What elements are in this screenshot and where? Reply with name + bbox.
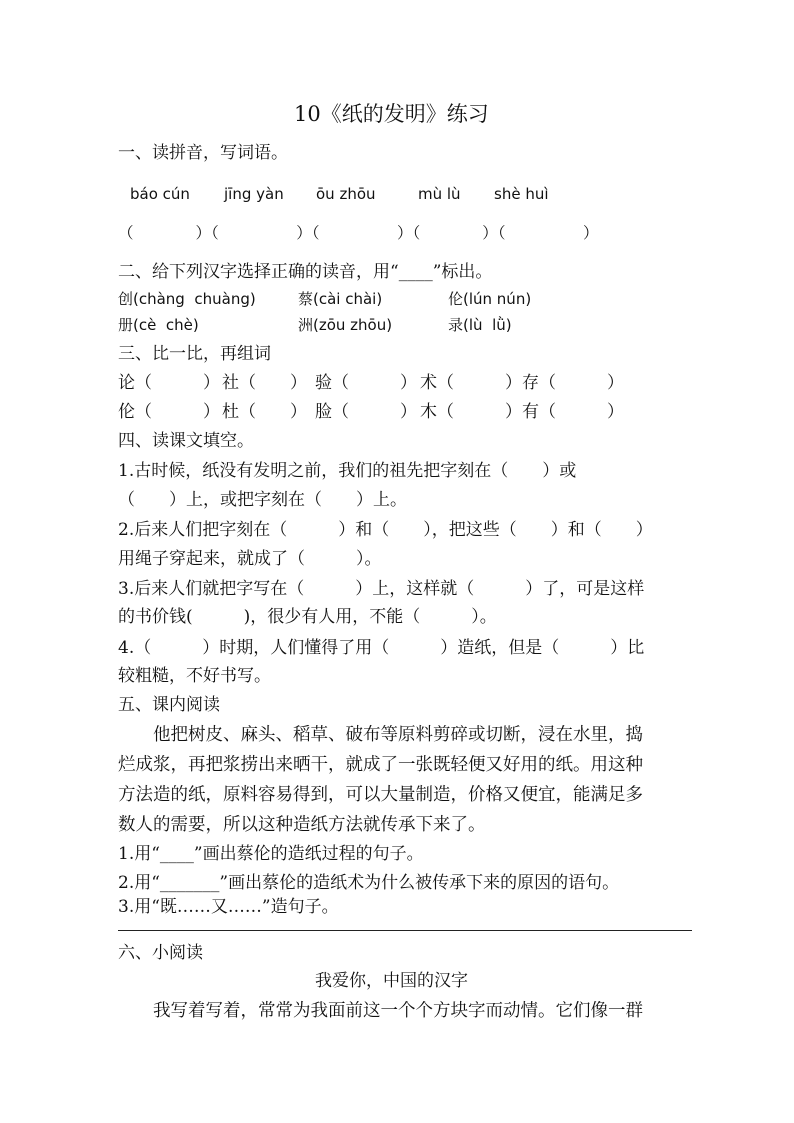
- passage-line: 数人的需要，所以这种造纸方法就传承下来了。: [118, 815, 486, 835]
- question-1: 1.用“____”画出蔡伦的造纸过程的句子。: [118, 844, 424, 864]
- fill-blank-line: （ ）上，或把字刻在（ ）上。: [118, 490, 407, 510]
- pronunciation-choice: 录(lù lǜ): [448, 316, 512, 334]
- section-3-heading: 三、比一比，再组词: [118, 344, 271, 364]
- compare-word-item: 术（ ）: [420, 373, 522, 393]
- pinyin-item: mù lù: [418, 185, 461, 203]
- compare-word-item: 伦（ ）: [118, 402, 220, 422]
- answer-line: [118, 930, 692, 931]
- compare-word-item: 杜（ ）: [222, 402, 307, 422]
- fill-blank-line: 3.后来人们就把字写在（ ）上，这样就（ ）了，可是这样: [118, 579, 645, 599]
- section-2-heading: 二、给下列汉字选择正确的读音，用“____”标出。: [118, 262, 493, 282]
- pinyin-item: shè huì: [494, 185, 549, 203]
- compare-word-item: 木（ ）: [420, 402, 522, 422]
- fill-blank-line: 4.（ ）时期，人们懂得了用（ ）造纸，但是（ ）比: [118, 638, 645, 658]
- question-3: 3.用“既……又……”造句子。: [118, 897, 339, 917]
- compare-word-item: 脸（ ）: [315, 402, 417, 422]
- pronunciation-choice: 创(chàng chuàng): [118, 290, 256, 308]
- passage-line: 他把树皮、麻头、稻草、破布等原料剪碎或切断，浸在水里，捣: [118, 725, 643, 745]
- pronunciation-choice: 洲(zōu zhōu): [298, 316, 393, 334]
- section-5-heading: 五、课内阅读: [118, 695, 220, 715]
- page-title: 10《纸的发明》练习: [294, 102, 489, 126]
- fill-blank-line: 的书价钱( )，很少有人用，不能（ ）。: [118, 607, 497, 627]
- passage-line: 烂成浆，再把浆捞出来晒干，就成了一张既轻便又好用的纸。用这种: [118, 755, 643, 775]
- compare-word-item: 存（ ）: [522, 373, 624, 393]
- fill-blank-line: 1.古时候，纸没有发明之前，我们的祖先把字刻在（ ）或: [118, 461, 577, 481]
- question-2: 2.用“_______”画出蔡伦的造纸术为什么被传承下来的原因的语句。: [118, 873, 620, 893]
- reading-line: 我写着写着，常常为我面前这一个个方块字而动情。它们像一群: [118, 1001, 643, 1021]
- compare-word-item: 论（ ）: [118, 373, 220, 393]
- passage-line: 方法造的纸，原料容易得到，可以大量制造，价格又便宜，能满足多: [118, 785, 643, 805]
- section-6-heading: 六、小阅读: [118, 943, 203, 963]
- section-4-heading: 四、读课文填空。: [118, 431, 254, 451]
- section-1-heading: 一、读拼音，写词语。: [118, 143, 288, 163]
- fill-blank-line: 2.后来人们把字刻在（ ）和（ ），把这些（ ）和（ ）: [118, 520, 653, 540]
- compare-word-item: 验（ ）: [315, 373, 417, 393]
- pronunciation-choice: 伦(lún nún): [448, 290, 532, 308]
- pinyin-item: báo cún: [130, 185, 190, 203]
- pronunciation-choice: 蔡(cài chài): [298, 290, 383, 308]
- compare-word-item: 社（ ）: [222, 373, 307, 393]
- fill-blank-line: 用绳子穿起来，就成了（ ）。: [118, 549, 382, 569]
- fill-blank-line: 较粗糙，不好书写。: [118, 666, 271, 686]
- reading-title: 我爱你，中国的汉字: [315, 971, 468, 991]
- answer-blanks: （ ）（ ）（ ）（ ）（ ）: [118, 224, 599, 242]
- compare-word-item: 有（ ）: [522, 402, 624, 422]
- pinyin-item: ōu zhōu: [316, 185, 376, 203]
- pronunciation-choice: 册(cè chè): [118, 316, 199, 334]
- pinyin-item: jīng yàn: [224, 185, 284, 203]
